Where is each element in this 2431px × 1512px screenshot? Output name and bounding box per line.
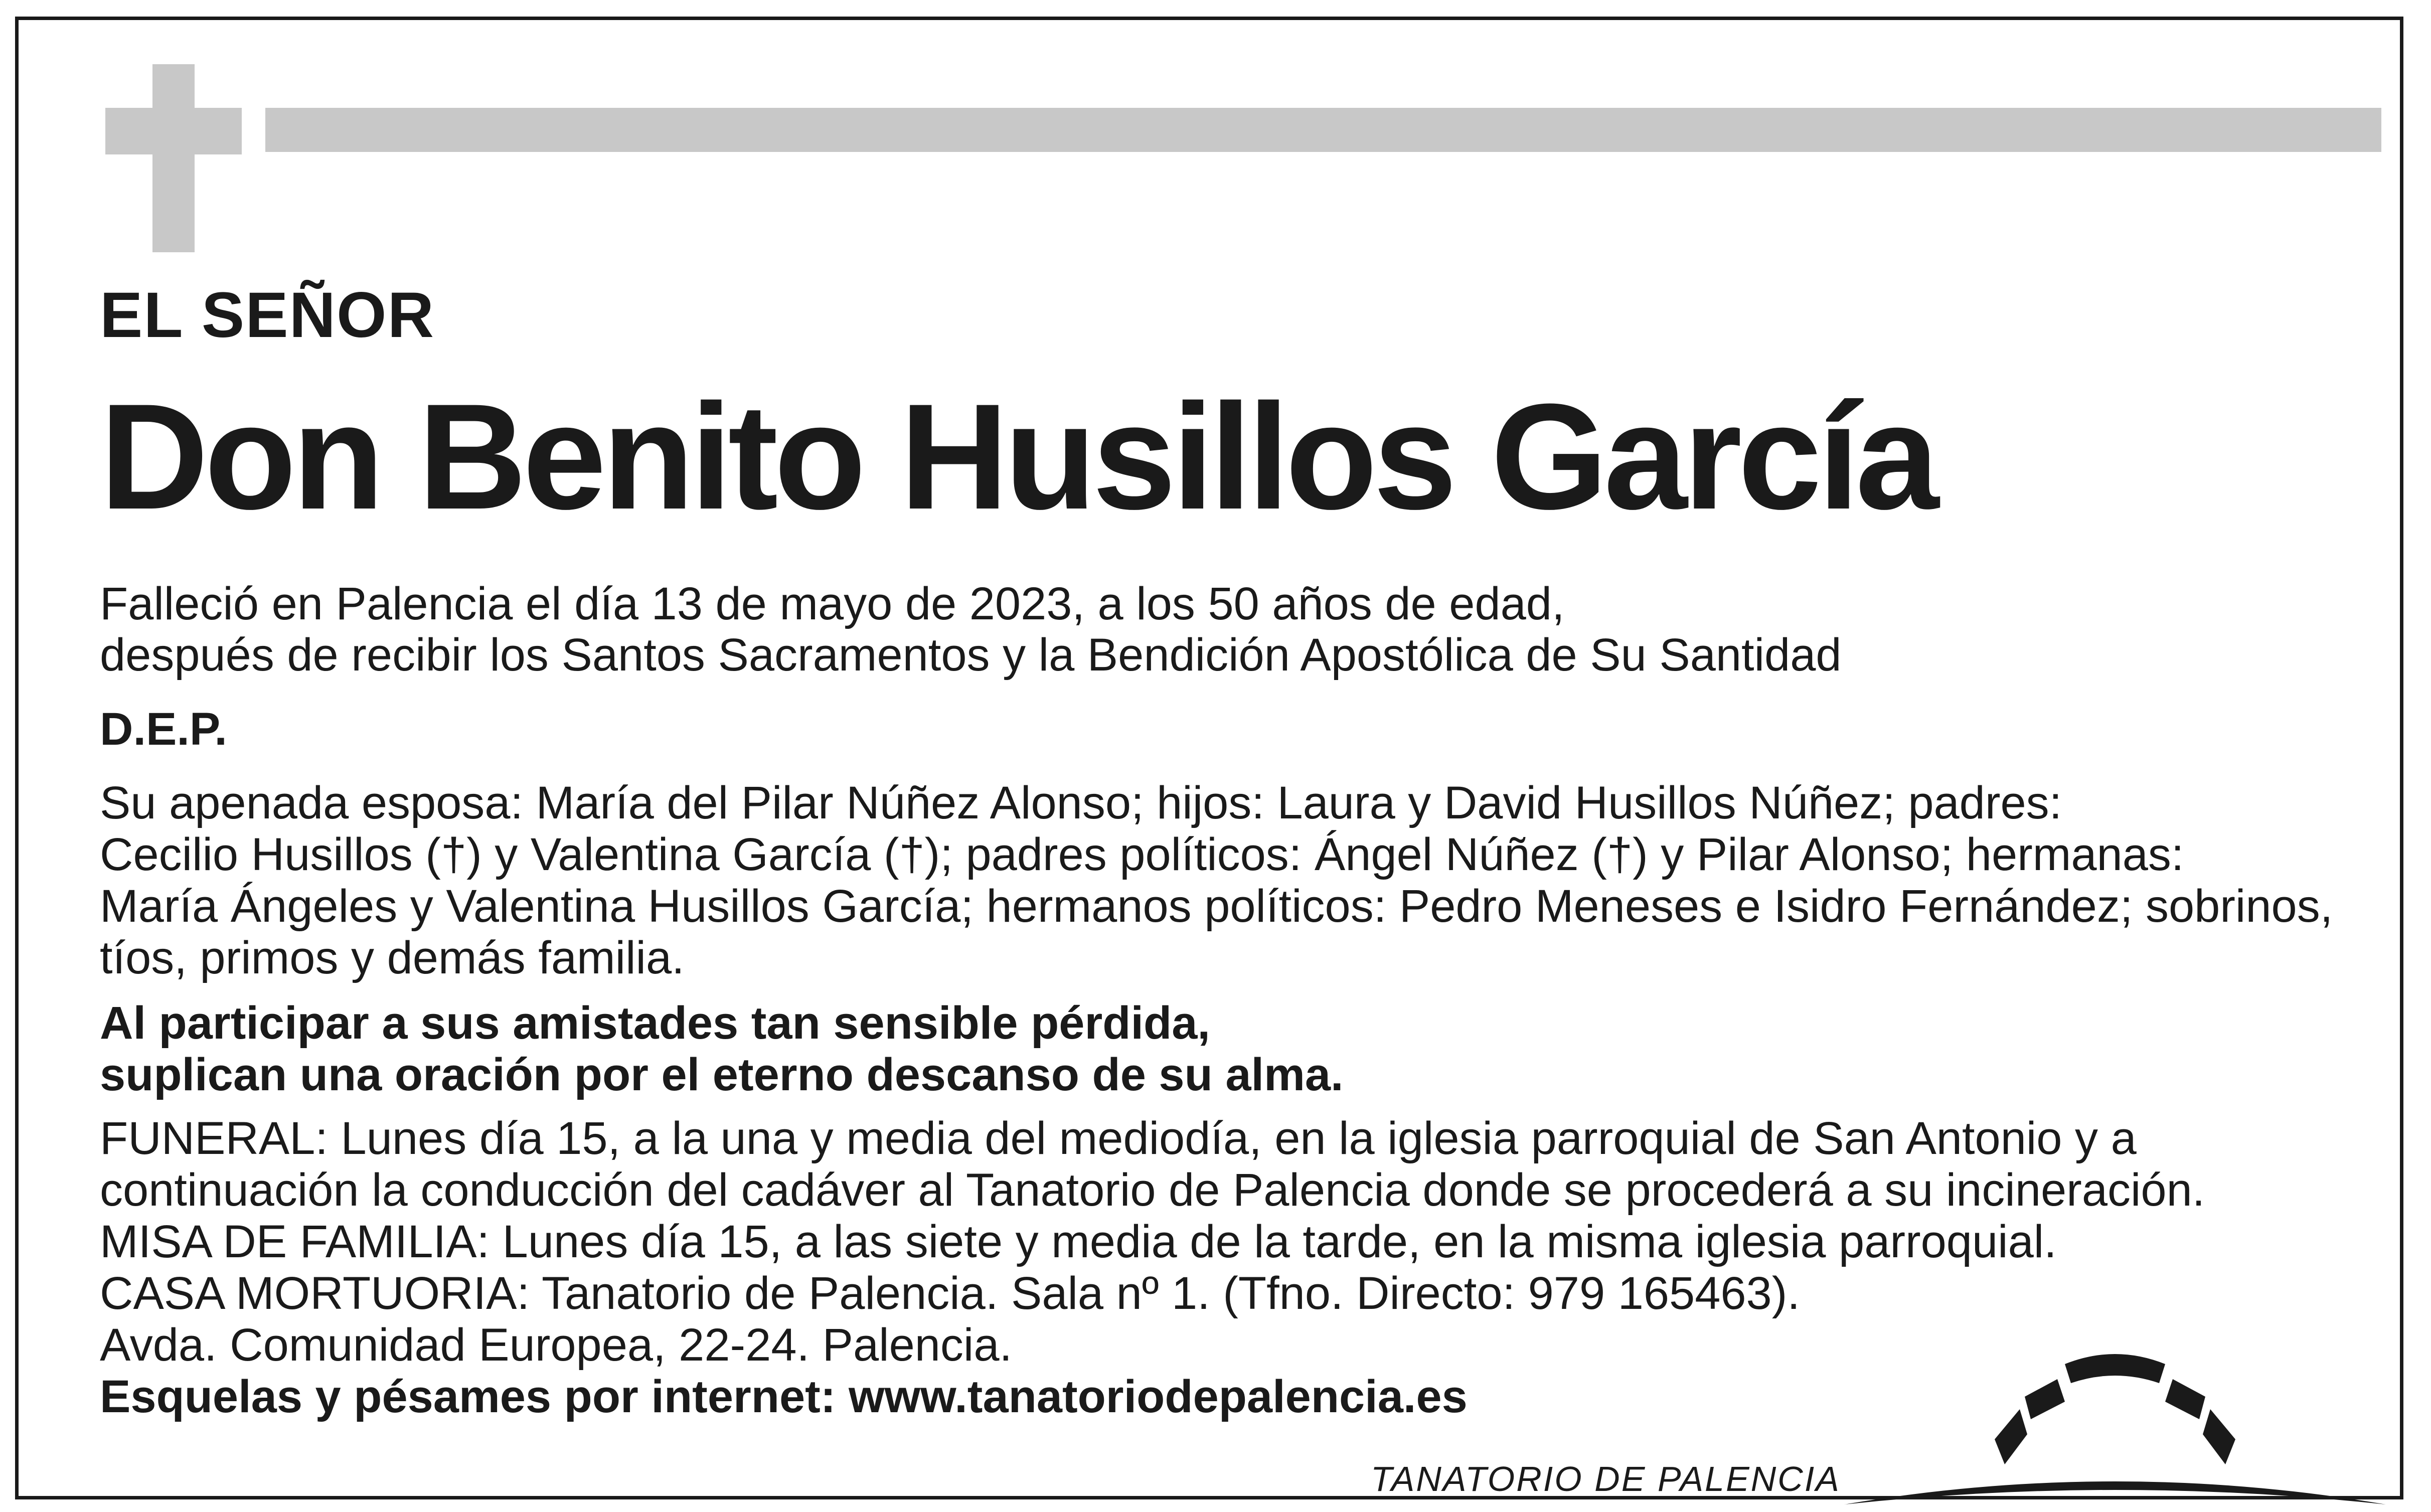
family-line: Su apenada esposa: María del Pilar Núñez Alonso; hijos: Laura y David Husillos Núñez; padres:: [100, 777, 2062, 828]
funeral-notice-continued: continuación la conducción del cadáver al Tanatorio de Palencia donde se procederá a su incineración.: [100, 1164, 2205, 1216]
mortuary-notice: CASA MORTUORIA: Tanatorio de Palencia. Sala nº 1. (Tfno. Directo: 979 165463).: [100, 1268, 1800, 1319]
family-line: tíos, primos y demás familia.: [100, 932, 685, 983]
family-mass-notice: MISA DE FAMILIA: Lunes día 15, a las siete y media de la tarde, en la misma iglesia parroquial.: [100, 1216, 2057, 1267]
death-notice-line: Falleció en Palencia el día 13 de mayo de 2023, a los 50 años de edad,: [100, 578, 1565, 629]
obituary-frame: [15, 17, 2403, 1499]
rip-label: D.E.P.: [100, 704, 227, 755]
honorific: EL SEÑOR: [100, 279, 435, 351]
dome-horizon-logo-icon: [1844, 1344, 2386, 1509]
family-line: Cecilio Husillos (†) y Valentina García (†); padres políticos: Ángel Núñez (†) y Pilar Alonso; hermanas:: [100, 829, 2184, 880]
cross-icon-horizontal: [105, 108, 242, 154]
family-line: María Ángeles y Valentina Husillos García; hermanos políticos: Pedro Meneses e Isidro Fernández; sobrinos,: [100, 881, 2333, 932]
brand-name: TANATORIO DE PALENCIA: [1371, 1459, 1841, 1498]
internet-condolences-line: Esquelas y pésames por internet: www.tanatoriodepalencia.es: [100, 1371, 1468, 1422]
appeal-line: suplican una oración por el eterno descanso de su alma.: [100, 1049, 1344, 1100]
death-notice-line: después de recibir los Santos Sacramentos y la Bendición Apostólica de Su Santidad: [100, 629, 1842, 681]
header-rule-bar: [265, 108, 2381, 152]
address-line: Avda. Comunidad Europea, 22-24. Palencia.: [100, 1319, 1013, 1371]
funeral-notice: FUNERAL: Lunes día 15, a la una y media del mediodía, en la iglesia parroquial de San Antonio y a: [100, 1113, 2137, 1164]
cross-icon-vertical: [152, 64, 195, 252]
deceased-name: Don Benito Husillos García: [100, 372, 1935, 541]
appeal-line: Al participar a sus amistades tan sensible pérdida,: [100, 997, 1210, 1049]
